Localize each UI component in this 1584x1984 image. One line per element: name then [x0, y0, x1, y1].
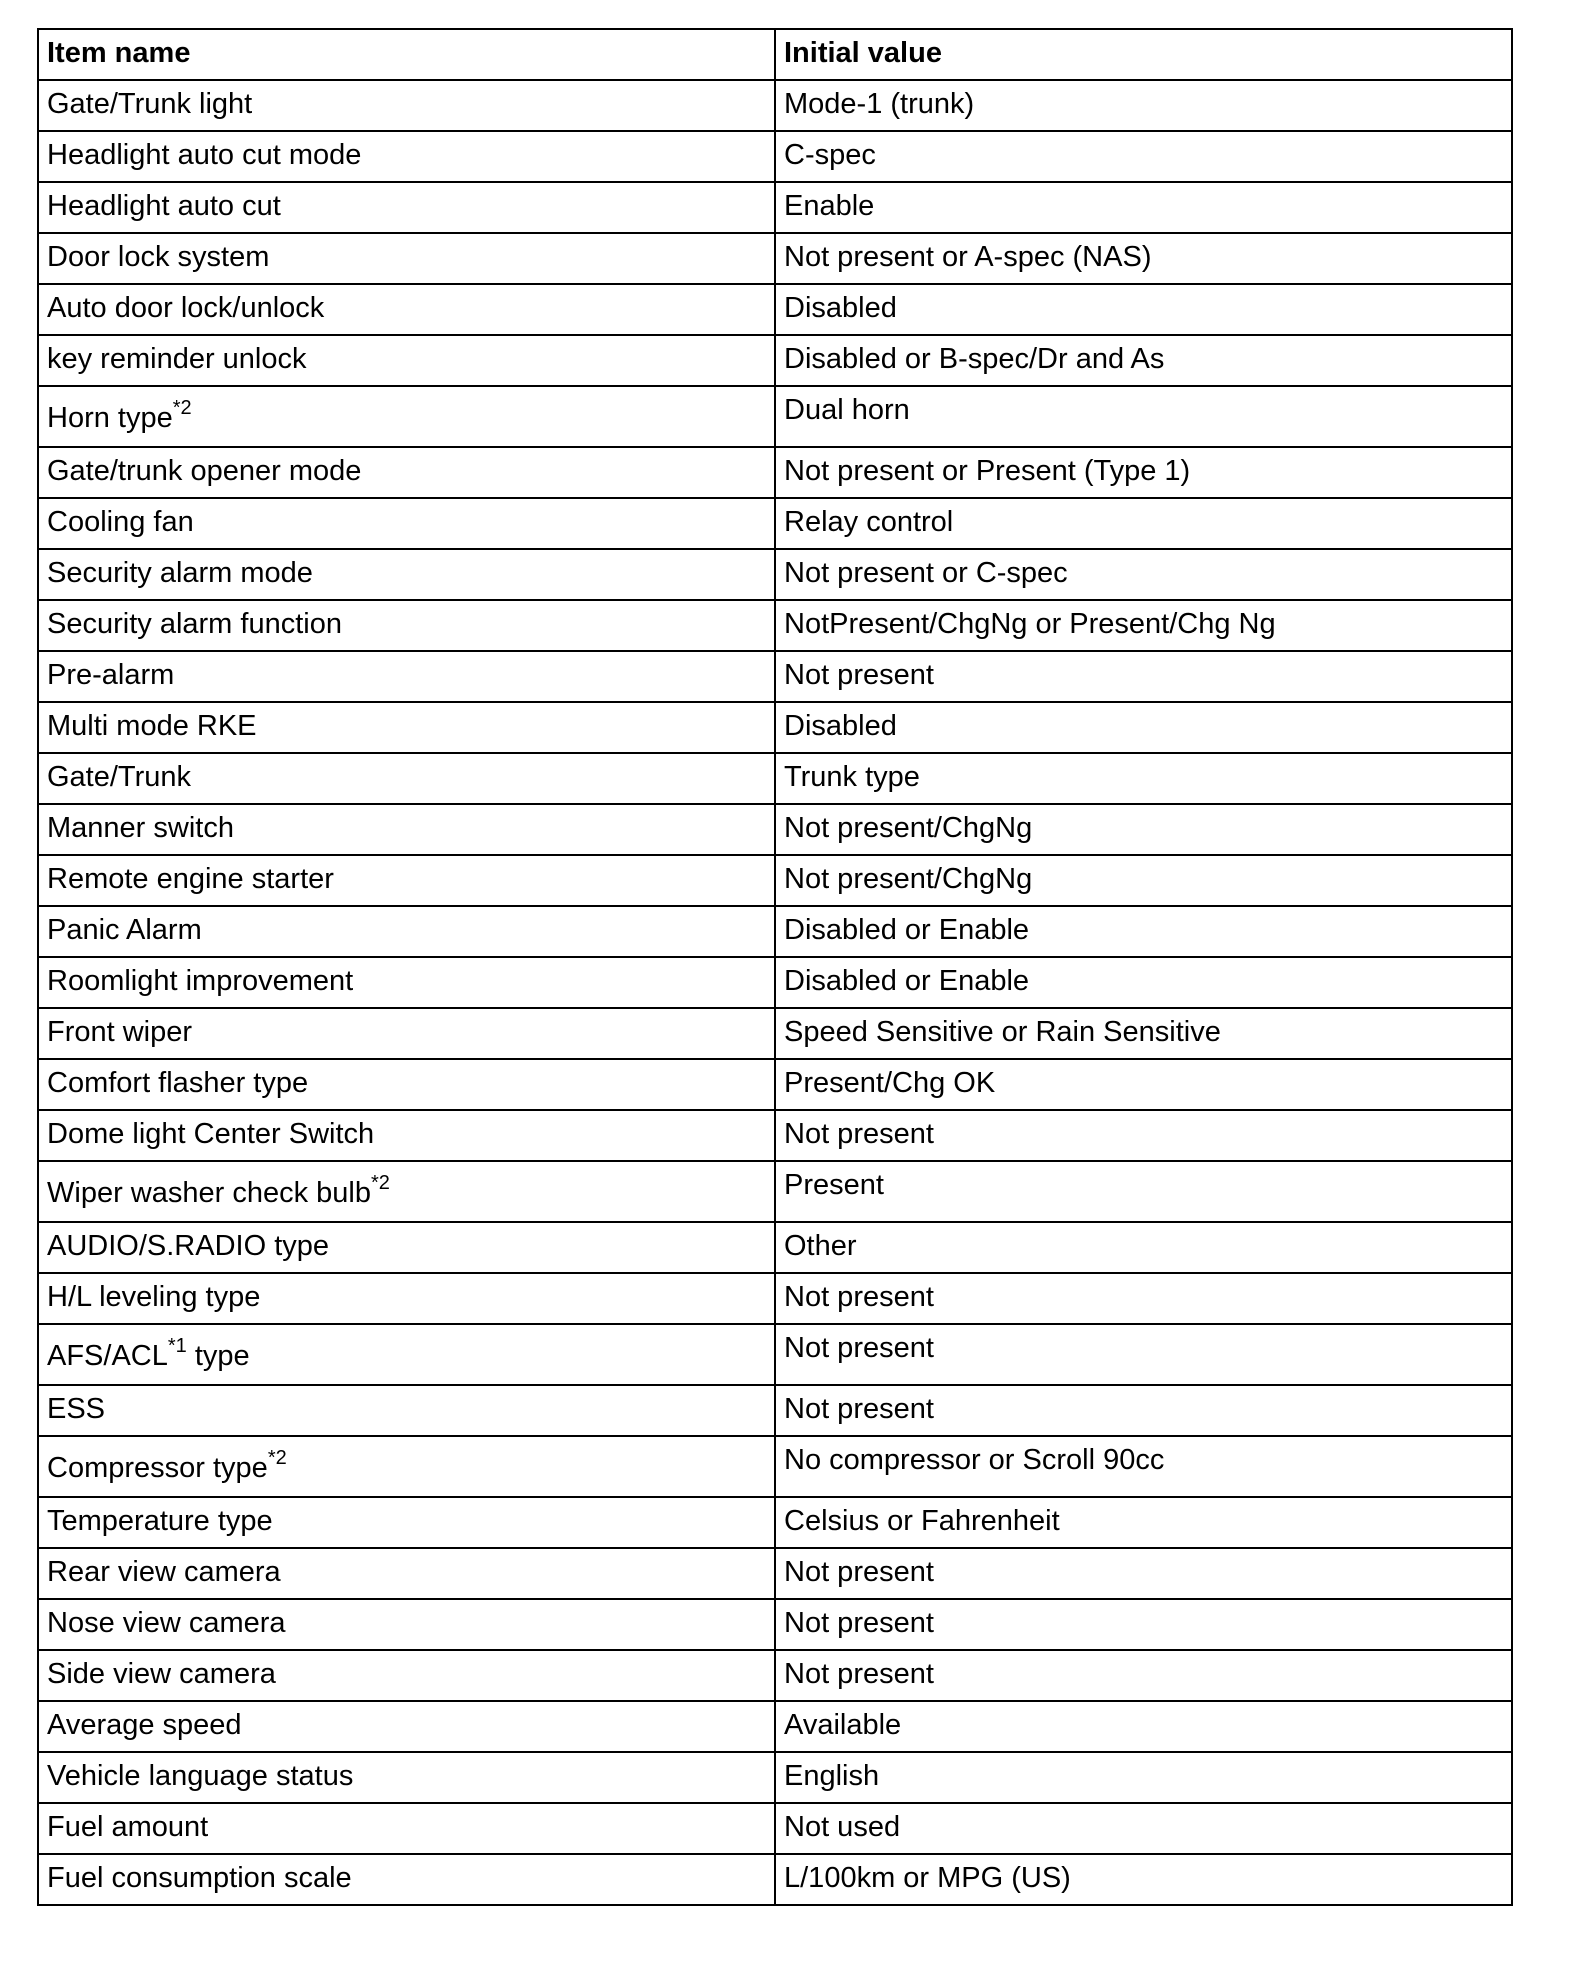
item-name-text: AUDIO/S.RADIO type — [47, 1230, 330, 1262]
item-name-cell — [38, 1161, 775, 1222]
table-row — [38, 1752, 1512, 1803]
table-row — [38, 182, 1512, 233]
table-row — [38, 498, 1512, 549]
initial-value-cell: Not present/ChgNg — [775, 804, 1512, 855]
item-name-cell — [38, 233, 775, 284]
item-name-cell — [38, 1324, 775, 1385]
initial-value-cell: Available — [775, 1701, 1512, 1752]
initial-value-cell: Disabled — [775, 702, 1512, 753]
item-name-cell — [38, 447, 775, 498]
item-name-text: Multi mode RKE — [47, 710, 257, 742]
item-name-text: Cooling fan — [47, 506, 194, 538]
initial-value-cell: NotPresent/ChgNg or Present/Chg Ng — [775, 600, 1512, 651]
item-name-text: Manner switch — [47, 812, 234, 844]
table-row — [38, 1059, 1512, 1110]
table-row — [38, 1548, 1512, 1599]
item-name-cell — [38, 906, 775, 957]
item-name-text: Headlight auto cut — [47, 190, 281, 222]
table-header — [38, 29, 1512, 80]
item-name-cell — [38, 702, 775, 753]
table-body — [38, 80, 1512, 1905]
initial-value-cell: Not present — [775, 1110, 1512, 1161]
item-name-text: Gate/Trunk — [47, 761, 191, 793]
item-name-cell — [38, 1222, 775, 1273]
item-name-text: Wiper washer check bulb — [47, 1177, 371, 1209]
initial-value-cell: Disabled — [775, 284, 1512, 335]
initial-value-cell: Present/Chg OK — [775, 1059, 1512, 1110]
table-row — [38, 80, 1512, 131]
initial-value-cell: Not present — [775, 651, 1512, 702]
table-row — [38, 233, 1512, 284]
item-name-text: Front wiper — [47, 1016, 193, 1048]
item-name-cell — [38, 1385, 775, 1436]
item-name-cell — [38, 1650, 775, 1701]
item-name-cell — [38, 1599, 775, 1650]
item-name-text: AFS/ACL — [47, 1340, 168, 1372]
initial-value-cell: Not present — [775, 1324, 1512, 1385]
item-name-text: Roomlight improvement — [47, 965, 354, 997]
initial-value-cell: Not present — [775, 1273, 1512, 1324]
item-name-cell — [38, 1110, 775, 1161]
table-row — [38, 1008, 1512, 1059]
table-row — [38, 1854, 1512, 1905]
table-row — [38, 549, 1512, 600]
item-name-text: ESS — [47, 1393, 106, 1425]
item-name-cell — [38, 284, 775, 335]
table-row — [38, 855, 1512, 906]
table-row — [38, 1385, 1512, 1436]
table-row — [38, 284, 1512, 335]
table-row — [38, 1650, 1512, 1701]
initial-value-cell: Not present — [775, 1650, 1512, 1701]
item-name-text: Remote engine starter — [47, 863, 334, 895]
item-name-cell — [38, 1701, 775, 1752]
initial-value-cell: Mode-1 (trunk) — [775, 80, 1512, 131]
item-name-text: Gate/Trunk light — [47, 88, 253, 120]
table-row — [38, 1599, 1512, 1650]
item-name-text: Door lock system — [47, 241, 270, 273]
footnote-marker: *2 — [370, 1172, 390, 1195]
initial-value-cell: Not present or C-spec — [775, 549, 1512, 600]
item-name-text: Compressor type — [47, 1452, 268, 1484]
item-name-cell — [38, 1854, 775, 1905]
initial-value-table — [37, 28, 1513, 1906]
table-row — [38, 1273, 1512, 1324]
item-name-cell — [38, 1059, 775, 1110]
item-name-cell — [38, 386, 775, 447]
table-row — [38, 131, 1512, 182]
table-row — [38, 1436, 1512, 1497]
table-row — [38, 957, 1512, 1008]
item-name-cell — [38, 1803, 775, 1854]
column-header-item-name: Item name — [38, 29, 775, 80]
initial-value-cell: Not present — [775, 1599, 1512, 1650]
item-name-cell — [38, 498, 775, 549]
header-row — [38, 29, 1512, 80]
item-name-cell — [38, 804, 775, 855]
item-name-cell — [38, 1752, 775, 1803]
item-name-cell — [38, 1497, 775, 1548]
table-row — [38, 1701, 1512, 1752]
item-name-text: Nose view camera — [47, 1607, 286, 1639]
column-header-initial-value: Initial value — [775, 29, 1512, 80]
initial-value-cell: Speed Sensitive or Rain Sensitive — [775, 1008, 1512, 1059]
document-page — [37, 28, 1511, 1906]
initial-value-cell: Relay control — [775, 498, 1512, 549]
item-name-text: Horn type — [47, 402, 173, 434]
item-name-cell — [38, 182, 775, 233]
initial-value-cell: Not present/ChgNg — [775, 855, 1512, 906]
initial-value-cell: Trunk type — [775, 753, 1512, 804]
table-row — [38, 1161, 1512, 1222]
item-name-text: Auto door lock/unlock — [47, 292, 325, 324]
item-name-cell — [38, 651, 775, 702]
item-name-cell — [38, 335, 775, 386]
table-row — [38, 335, 1512, 386]
initial-value-cell: Other — [775, 1222, 1512, 1273]
table-row — [38, 753, 1512, 804]
item-name-text: Gate/trunk opener mode — [47, 455, 362, 487]
item-name-text: Comfort flasher type — [47, 1067, 309, 1099]
item-name-cell — [38, 131, 775, 182]
initial-value-cell: Enable — [775, 182, 1512, 233]
initial-value-cell: Celsius or Fahrenheit — [775, 1497, 1512, 1548]
initial-value-cell: Disabled or Enable — [775, 906, 1512, 957]
item-name-text: Vehicle language status — [47, 1760, 354, 1792]
initial-value-cell: Present — [775, 1161, 1512, 1222]
item-name-text: Fuel consumption scale — [47, 1862, 352, 1894]
footnote-marker: *2 — [267, 1447, 287, 1470]
initial-value-cell: L/100km or MPG (US) — [775, 1854, 1512, 1905]
item-name-text: Side view camera — [47, 1658, 276, 1690]
table-row — [38, 386, 1512, 447]
table-row — [38, 600, 1512, 651]
item-name-text: Pre-alarm — [47, 659, 175, 691]
item-name-cell — [38, 1436, 775, 1497]
item-name-cell — [38, 1273, 775, 1324]
table-row — [38, 447, 1512, 498]
initial-value-cell: Not present or Present (Type 1) — [775, 447, 1512, 498]
item-name-text: Rear view camera — [47, 1556, 281, 1588]
initial-value-cell: Not present — [775, 1385, 1512, 1436]
item-name-cell — [38, 957, 775, 1008]
item-name-text: Dome light Center Switch — [47, 1118, 375, 1150]
initial-value-cell: Not used — [775, 1803, 1512, 1854]
item-name-cell — [38, 80, 775, 131]
table-row — [38, 702, 1512, 753]
table-row — [38, 1497, 1512, 1548]
initial-value-cell: C-spec — [775, 131, 1512, 182]
initial-value-cell: Disabled or B-spec/Dr and As — [775, 335, 1512, 386]
item-name-text: Average speed — [47, 1709, 242, 1741]
item-name-text: Security alarm function — [47, 608, 342, 640]
item-name-cell — [38, 549, 775, 600]
initial-value-cell: Not present or A-spec (NAS) — [775, 233, 1512, 284]
item-name-text: Temperature type — [47, 1505, 273, 1537]
item-name-text: Security alarm mode — [47, 557, 313, 589]
initial-value-cell: English — [775, 1752, 1512, 1803]
table-row — [38, 651, 1512, 702]
table-row — [38, 1324, 1512, 1385]
item-name-cell — [38, 855, 775, 906]
footnote-marker: *2 — [172, 397, 192, 420]
table-row — [38, 804, 1512, 855]
initial-value-cell: Dual horn — [775, 386, 1512, 447]
item-name-cell — [38, 753, 775, 804]
table-row — [38, 1803, 1512, 1854]
item-name-cell — [38, 600, 775, 651]
footnote-marker: *1 — [167, 1335, 187, 1358]
initial-value-cell: Disabled or Enable — [775, 957, 1512, 1008]
initial-value-cell: No compressor or Scroll 90cc — [775, 1436, 1512, 1497]
table-row — [38, 1222, 1512, 1273]
table-row — [38, 1110, 1512, 1161]
item-name-suffix: type — [186, 1340, 250, 1372]
item-name-cell — [38, 1548, 775, 1599]
initial-value-cell: Not present — [775, 1548, 1512, 1599]
item-name-text: Fuel amount — [47, 1811, 209, 1843]
item-name-text: Headlight auto cut mode — [47, 139, 362, 171]
item-name-text: H/L leveling type — [47, 1281, 261, 1313]
item-name-text: Panic Alarm — [47, 914, 202, 946]
table-row — [38, 906, 1512, 957]
item-name-text: key reminder unlock — [47, 343, 307, 375]
item-name-cell — [38, 1008, 775, 1059]
